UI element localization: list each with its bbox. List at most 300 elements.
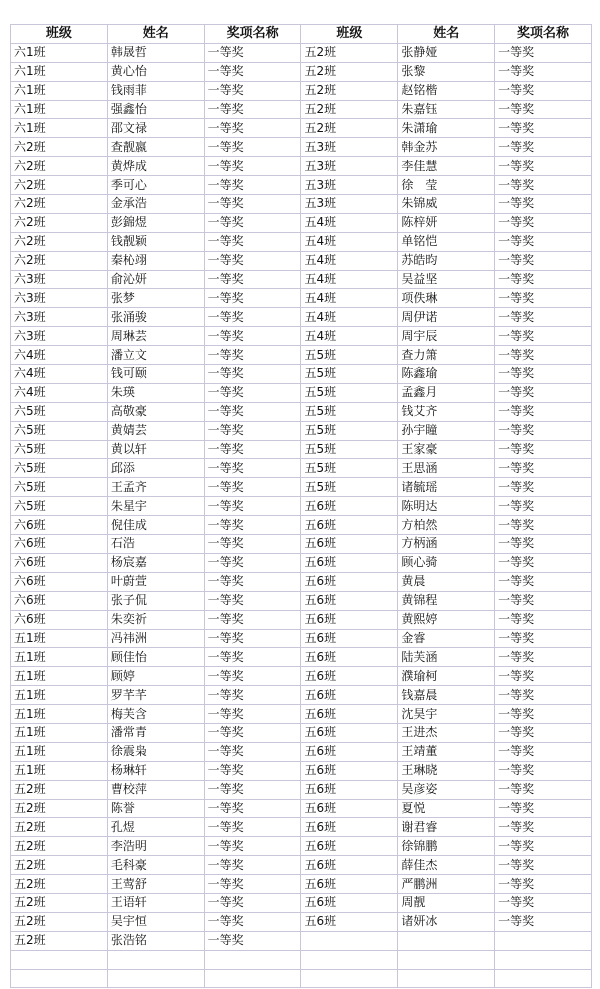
right-name-cell: 陈梓妍	[398, 213, 495, 232]
right-name-cell: 诸毓瑶	[398, 478, 495, 497]
right-class-cell: 五4班	[301, 232, 398, 251]
right-class-cell: 五6班	[301, 572, 398, 591]
left-award-cell: 一等奖	[204, 308, 301, 327]
left-class-cell: 六1班	[11, 62, 108, 81]
right-name-cell: 徐 莹	[398, 176, 495, 195]
left-award-cell: 一等奖	[204, 667, 301, 686]
left-award-cell: 一等奖	[204, 327, 301, 346]
left-class-cell: 六5班	[11, 497, 108, 516]
right-award-cell: 一等奖	[495, 893, 592, 912]
left-award-cell: 一等奖	[204, 270, 301, 289]
left-award-cell: 一等奖	[204, 629, 301, 648]
left-name-cell: 潘常青	[107, 723, 204, 742]
left-name-cell: 秦杺翊	[107, 251, 204, 270]
left-award-cell: 一等奖	[204, 100, 301, 119]
left-class-cell: 五2班	[11, 931, 108, 950]
table-row	[11, 780, 592, 799]
right-award-cell: 一等奖	[495, 157, 592, 176]
right-name-cell: 周靓	[398, 893, 495, 912]
right-name-cell: 钱嘉晨	[398, 686, 495, 705]
left-class-cell: 六1班	[11, 43, 108, 62]
right-name-cell: 王靖董	[398, 742, 495, 761]
award-table	[10, 24, 592, 988]
left-class-cell: 六4班	[11, 346, 108, 365]
left-name-cell: 石浩	[107, 535, 204, 554]
right-class-cell: 五5班	[301, 478, 398, 497]
right-award-cell: 一等奖	[495, 213, 592, 232]
left-name-cell: 韩晟哲	[107, 43, 204, 62]
left-award-cell: 一等奖	[204, 232, 301, 251]
left-class-cell: 五1班	[11, 761, 108, 780]
right-class-cell: 五4班	[301, 289, 398, 308]
empty-row	[11, 950, 592, 969]
left-name-cell: 强鑫怡	[107, 100, 204, 119]
left-award-cell: 一等奖	[204, 119, 301, 138]
table-row	[11, 365, 592, 384]
right-name-cell	[398, 931, 495, 950]
right-award-cell: 一等奖	[495, 742, 592, 761]
left-class-cell: 六6班	[11, 553, 108, 572]
right-class-cell: 五6班	[301, 912, 398, 931]
right-name-cell: 严鹏洲	[398, 875, 495, 894]
left-name-cell: 高敬豪	[107, 402, 204, 421]
right-name-cell: 陆芙涵	[398, 648, 495, 667]
left-name-cell: 李浩明	[107, 837, 204, 856]
left-class-cell: 六5班	[11, 421, 108, 440]
left-award-cell: 一等奖	[204, 780, 301, 799]
right-class-cell: 五2班	[301, 43, 398, 62]
right-class-cell: 五5班	[301, 402, 398, 421]
left-name-cell: 黄婧芸	[107, 421, 204, 440]
table-row	[11, 799, 592, 818]
left-name-cell: 周琳芸	[107, 327, 204, 346]
left-name-cell: 孔煜	[107, 818, 204, 837]
table-row	[11, 875, 592, 894]
right-award-cell	[495, 931, 592, 950]
empty-cell	[398, 950, 495, 969]
left-class-cell: 六4班	[11, 365, 108, 384]
right-award-cell: 一等奖	[495, 402, 592, 421]
empty-cell	[107, 969, 204, 988]
left-award-cell: 一等奖	[204, 875, 301, 894]
table-row	[11, 440, 592, 459]
left-class-cell: 五2班	[11, 799, 108, 818]
left-class-cell: 五2班	[11, 837, 108, 856]
left-award-cell: 一等奖	[204, 535, 301, 554]
header-row	[11, 25, 592, 44]
left-class-cell: 五2班	[11, 856, 108, 875]
right-award-cell: 一等奖	[495, 705, 592, 724]
right-name-cell: 韩金苏	[398, 138, 495, 157]
right-class-cell: 五3班	[301, 176, 398, 195]
left-name-cell: 张涌骏	[107, 308, 204, 327]
left-award-cell: 一等奖	[204, 383, 301, 402]
left-name-cell: 吴宇恒	[107, 912, 204, 931]
right-class-cell: 五6班	[301, 761, 398, 780]
table-row	[11, 931, 592, 950]
right-class-cell: 五6班	[301, 875, 398, 894]
table-row	[11, 705, 592, 724]
right-class-cell: 五4班	[301, 251, 398, 270]
left-class-cell: 五1班	[11, 686, 108, 705]
right-award-cell: 一等奖	[495, 346, 592, 365]
table-row	[11, 232, 592, 251]
empty-cell	[398, 969, 495, 988]
left-class-cell: 六1班	[11, 100, 108, 119]
right-award-cell: 一等奖	[495, 553, 592, 572]
left-class-cell: 六5班	[11, 459, 108, 478]
left-class-cell: 六6班	[11, 516, 108, 535]
right-name-cell: 李佳慧	[398, 157, 495, 176]
right-class-cell: 五6班	[301, 591, 398, 610]
left-name-cell: 金承浩	[107, 195, 204, 214]
right-class-cell: 五6班	[301, 742, 398, 761]
right-name-cell: 苏皓昀	[398, 251, 495, 270]
right-name-cell: 徐锦鹏	[398, 837, 495, 856]
left-class-cell: 六2班	[11, 195, 108, 214]
right-award-cell: 一等奖	[495, 81, 592, 100]
right-award-cell: 一等奖	[495, 667, 592, 686]
table-row	[11, 912, 592, 931]
table-row	[11, 686, 592, 705]
table-row	[11, 308, 592, 327]
header-name-left: 姓名	[107, 25, 204, 44]
table-row	[11, 43, 592, 62]
right-award-cell: 一等奖	[495, 289, 592, 308]
right-class-cell: 五4班	[301, 270, 398, 289]
right-class-cell: 五6班	[301, 893, 398, 912]
right-class-cell: 五2班	[301, 100, 398, 119]
right-name-cell: 谢君睿	[398, 818, 495, 837]
table-row	[11, 459, 592, 478]
table-row	[11, 478, 592, 497]
left-award-cell: 一等奖	[204, 856, 301, 875]
table-row	[11, 648, 592, 667]
left-class-cell: 五1班	[11, 705, 108, 724]
left-award-cell: 一等奖	[204, 761, 301, 780]
left-award-cell: 一等奖	[204, 572, 301, 591]
right-class-cell: 五6班	[301, 686, 398, 705]
table-row	[11, 629, 592, 648]
left-award-cell: 一等奖	[204, 648, 301, 667]
right-award-cell: 一等奖	[495, 535, 592, 554]
left-award-cell: 一等奖	[204, 81, 301, 100]
empty-cell	[301, 969, 398, 988]
left-name-cell: 钱雨菲	[107, 81, 204, 100]
right-name-cell: 顾心骑	[398, 553, 495, 572]
table-row	[11, 761, 592, 780]
right-award-cell: 一等奖	[495, 440, 592, 459]
right-name-cell: 赵铭楷	[398, 81, 495, 100]
left-class-cell: 五1班	[11, 742, 108, 761]
right-name-cell: 陈鑫瑜	[398, 365, 495, 384]
left-class-cell: 六2班	[11, 251, 108, 270]
left-award-cell: 一等奖	[204, 213, 301, 232]
left-name-cell: 杨琳轩	[107, 761, 204, 780]
right-class-cell: 五5班	[301, 440, 398, 459]
left-class-cell: 六2班	[11, 157, 108, 176]
left-award-cell: 一等奖	[204, 440, 301, 459]
left-class-cell: 五2班	[11, 875, 108, 894]
left-name-cell: 邵文禄	[107, 119, 204, 138]
header-class-left: 班级	[11, 25, 108, 44]
right-award-cell: 一等奖	[495, 572, 592, 591]
left-class-cell: 五2班	[11, 893, 108, 912]
left-name-cell: 黄心怡	[107, 62, 204, 81]
table-row	[11, 516, 592, 535]
left-award-cell: 一等奖	[204, 912, 301, 931]
empty-cell	[495, 969, 592, 988]
right-award-cell: 一等奖	[495, 591, 592, 610]
table-row	[11, 157, 592, 176]
table-body	[11, 43, 592, 988]
right-award-cell: 一等奖	[495, 723, 592, 742]
empty-cell	[11, 969, 108, 988]
left-award-cell: 一等奖	[204, 157, 301, 176]
left-class-cell: 五2班	[11, 818, 108, 837]
right-name-cell: 沈昊宇	[398, 705, 495, 724]
right-award-cell: 一等奖	[495, 497, 592, 516]
left-name-cell: 钱靓颖	[107, 232, 204, 251]
left-award-cell: 一等奖	[204, 478, 301, 497]
table-row	[11, 421, 592, 440]
header-class-right: 班级	[301, 25, 398, 44]
right-class-cell: 五6班	[301, 705, 398, 724]
left-class-cell: 五1班	[11, 667, 108, 686]
right-class-cell: 五6班	[301, 856, 398, 875]
left-class-cell: 六4班	[11, 383, 108, 402]
right-award-cell: 一等奖	[495, 875, 592, 894]
right-class-cell: 五3班	[301, 195, 398, 214]
empty-cell	[11, 950, 108, 969]
table-row	[11, 62, 592, 81]
table-row	[11, 119, 592, 138]
right-class-cell: 五6班	[301, 799, 398, 818]
header-award-right: 奖项名称	[495, 25, 592, 44]
left-award-cell: 一等奖	[204, 931, 301, 950]
left-class-cell: 五1班	[11, 723, 108, 742]
right-class-cell: 五2班	[301, 119, 398, 138]
left-class-cell: 五1班	[11, 629, 108, 648]
left-name-cell: 王语轩	[107, 893, 204, 912]
left-name-cell: 查靓嬴	[107, 138, 204, 157]
left-award-cell: 一等奖	[204, 705, 301, 724]
left-award-cell: 一等奖	[204, 251, 301, 270]
right-class-cell: 五6班	[301, 837, 398, 856]
right-name-cell: 薛佳杰	[398, 856, 495, 875]
table-row	[11, 893, 592, 912]
right-class-cell: 五5班	[301, 365, 398, 384]
left-class-cell: 六6班	[11, 572, 108, 591]
right-name-cell: 朱锦威	[398, 195, 495, 214]
left-award-cell: 一等奖	[204, 553, 301, 572]
left-name-cell: 朱星宇	[107, 497, 204, 516]
empty-cell	[107, 950, 204, 969]
left-class-cell: 六5班	[11, 440, 108, 459]
table-row	[11, 327, 592, 346]
right-award-cell: 一等奖	[495, 856, 592, 875]
left-name-cell: 梅芙含	[107, 705, 204, 724]
left-award-cell: 一等奖	[204, 62, 301, 81]
left-class-cell: 五1班	[11, 648, 108, 667]
table-row	[11, 818, 592, 837]
left-name-cell: 钱可颐	[107, 365, 204, 384]
right-name-cell: 朱嘉钰	[398, 100, 495, 119]
right-award-cell: 一等奖	[495, 119, 592, 138]
left-name-cell: 曹校萍	[107, 780, 204, 799]
left-class-cell: 六6班	[11, 591, 108, 610]
right-class-cell: 五6班	[301, 818, 398, 837]
right-award-cell: 一等奖	[495, 459, 592, 478]
right-award-cell: 一等奖	[495, 308, 592, 327]
right-name-cell: 周宇辰	[398, 327, 495, 346]
right-name-cell: 周伊诺	[398, 308, 495, 327]
left-name-cell: 张子侃	[107, 591, 204, 610]
right-class-cell: 五3班	[301, 138, 398, 157]
table-row	[11, 723, 592, 742]
right-class-cell: 五5班	[301, 383, 398, 402]
left-class-cell: 五2班	[11, 780, 108, 799]
right-name-cell: 朱潇瑜	[398, 119, 495, 138]
right-name-cell: 张黎	[398, 62, 495, 81]
right-award-cell: 一等奖	[495, 421, 592, 440]
left-class-cell: 六1班	[11, 119, 108, 138]
right-name-cell: 诸妍冰	[398, 912, 495, 931]
right-award-cell: 一等奖	[495, 176, 592, 195]
right-name-cell: 钱艾齐	[398, 402, 495, 421]
empty-cell	[495, 950, 592, 969]
right-class-cell: 五6班	[301, 535, 398, 554]
right-class-cell: 五5班	[301, 346, 398, 365]
right-class-cell: 五6班	[301, 553, 398, 572]
right-class-cell: 五6班	[301, 648, 398, 667]
empty-cell	[204, 950, 301, 969]
table-row	[11, 176, 592, 195]
right-award-cell: 一等奖	[495, 100, 592, 119]
right-award-cell: 一等奖	[495, 516, 592, 535]
left-class-cell: 六2班	[11, 176, 108, 195]
right-award-cell: 一等奖	[495, 912, 592, 931]
right-award-cell: 一等奖	[495, 648, 592, 667]
header-award-left: 奖项名称	[204, 25, 301, 44]
table-row	[11, 213, 592, 232]
empty-cell	[204, 969, 301, 988]
right-class-cell	[301, 931, 398, 950]
right-class-cell: 五2班	[301, 62, 398, 81]
right-award-cell: 一等奖	[495, 251, 592, 270]
table-row	[11, 251, 592, 270]
right-class-cell: 五4班	[301, 213, 398, 232]
left-name-cell: 叶蔚萱	[107, 572, 204, 591]
right-class-cell: 五6班	[301, 516, 398, 535]
left-class-cell: 六3班	[11, 270, 108, 289]
right-award-cell: 一等奖	[495, 799, 592, 818]
left-name-cell: 陈誉	[107, 799, 204, 818]
table-row	[11, 346, 592, 365]
right-name-cell: 王琳晓	[398, 761, 495, 780]
right-name-cell: 王家豪	[398, 440, 495, 459]
left-name-cell: 王莺舒	[107, 875, 204, 894]
left-name-cell: 毛科豪	[107, 856, 204, 875]
right-name-cell: 孙宇瞳	[398, 421, 495, 440]
left-award-cell: 一等奖	[204, 686, 301, 705]
left-class-cell: 六5班	[11, 478, 108, 497]
right-award-cell: 一等奖	[495, 270, 592, 289]
left-name-cell: 黄烨成	[107, 157, 204, 176]
right-class-cell: 五6班	[301, 610, 398, 629]
left-name-cell: 顾婷	[107, 667, 204, 686]
right-name-cell: 方柏然	[398, 516, 495, 535]
right-award-cell: 一等奖	[495, 610, 592, 629]
right-name-cell: 夏悦	[398, 799, 495, 818]
right-award-cell: 一等奖	[495, 383, 592, 402]
left-name-cell: 朱奕祈	[107, 610, 204, 629]
left-name-cell: 徐震枭	[107, 742, 204, 761]
left-class-cell: 六2班	[11, 232, 108, 251]
left-award-cell: 一等奖	[204, 742, 301, 761]
table-row	[11, 195, 592, 214]
left-award-cell: 一等奖	[204, 837, 301, 856]
left-class-cell: 六3班	[11, 289, 108, 308]
right-name-cell: 孟鑫月	[398, 383, 495, 402]
right-award-cell: 一等奖	[495, 232, 592, 251]
left-award-cell: 一等奖	[204, 459, 301, 478]
left-name-cell: 潘立文	[107, 346, 204, 365]
left-award-cell: 一等奖	[204, 402, 301, 421]
right-class-cell: 五6班	[301, 780, 398, 799]
left-award-cell: 一等奖	[204, 176, 301, 195]
right-class-cell: 五2班	[301, 81, 398, 100]
right-award-cell: 一等奖	[495, 478, 592, 497]
left-name-cell: 朱瑛	[107, 383, 204, 402]
left-name-cell: 张梦	[107, 289, 204, 308]
right-award-cell: 一等奖	[495, 761, 592, 780]
right-class-cell: 五6班	[301, 629, 398, 648]
right-name-cell: 吴彦姿	[398, 780, 495, 799]
table-row	[11, 402, 592, 421]
right-award-cell: 一等奖	[495, 818, 592, 837]
left-class-cell: 六5班	[11, 402, 108, 421]
left-name-cell: 杨宸嘉	[107, 553, 204, 572]
right-class-cell: 五5班	[301, 459, 398, 478]
empty-row	[11, 969, 592, 988]
left-class-cell: 六2班	[11, 138, 108, 157]
left-award-cell: 一等奖	[204, 138, 301, 157]
right-award-cell: 一等奖	[495, 629, 592, 648]
left-name-cell: 罗芊芊	[107, 686, 204, 705]
right-award-cell: 一等奖	[495, 195, 592, 214]
right-award-cell: 一等奖	[495, 837, 592, 856]
right-name-cell: 王思涵	[398, 459, 495, 478]
right-name-cell: 张静娅	[398, 43, 495, 62]
right-name-cell: 方柄涵	[398, 535, 495, 554]
table-row	[11, 81, 592, 100]
left-class-cell: 六3班	[11, 308, 108, 327]
table-row	[11, 667, 592, 686]
empty-cell	[301, 950, 398, 969]
left-class-cell: 六3班	[11, 327, 108, 346]
right-award-cell: 一等奖	[495, 686, 592, 705]
table-row	[11, 572, 592, 591]
left-award-cell: 一等奖	[204, 610, 301, 629]
table-row	[11, 553, 592, 572]
table-row	[11, 610, 592, 629]
left-award-cell: 一等奖	[204, 818, 301, 837]
table-row	[11, 270, 592, 289]
table-row	[11, 289, 592, 308]
right-award-cell: 一等奖	[495, 138, 592, 157]
right-class-cell: 五6班	[301, 667, 398, 686]
